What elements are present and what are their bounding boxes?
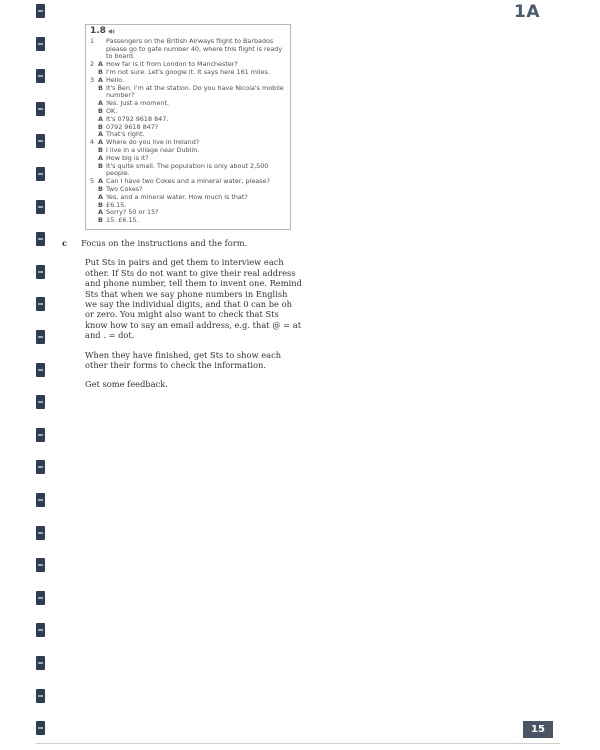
section-heading-row xyxy=(62,238,302,248)
unit-label: 1A xyxy=(514,2,540,22)
speaker-label: A xyxy=(98,153,103,162)
script-line xyxy=(90,217,286,225)
binder-mark xyxy=(36,200,45,214)
line-text: Two Cokes? xyxy=(106,184,143,193)
instruction-section xyxy=(62,238,302,399)
speaker-label: A xyxy=(98,75,103,84)
line-text: Passengers on the British Airways flight to Barbados please go to gate number 40, where this flight is ready to board. xyxy=(106,36,283,61)
line-number: 3 xyxy=(90,75,95,84)
binder-mark xyxy=(36,623,45,637)
speaker-label: B xyxy=(98,161,103,170)
line-text: It's Ben. I'm at the station. Do you have Nicola's mobile number? xyxy=(106,83,284,100)
line-text: How far is it from London to Manchester? xyxy=(106,60,238,69)
line-text: It's 0792 9618 847. xyxy=(106,114,169,123)
speaker-label: A xyxy=(98,114,103,123)
speaker-label: A xyxy=(98,99,103,108)
binder-mark xyxy=(36,721,45,735)
audio-speaker-icon xyxy=(108,28,115,35)
speaker-label: A xyxy=(98,208,103,217)
binder-mark xyxy=(36,526,45,540)
section-letter: c xyxy=(62,238,68,248)
line-text: It's quite small. The population is only about 2,500 people. xyxy=(106,161,269,178)
speaker-label xyxy=(98,38,106,61)
speaker-label: B xyxy=(98,83,103,92)
line-number xyxy=(90,217,98,225)
line-text: Can I have two Cokes and a mineral water, please? xyxy=(106,177,270,186)
binder-mark xyxy=(36,493,45,507)
line-number xyxy=(90,163,98,179)
line-text: That's right. xyxy=(106,130,145,139)
binder-edge xyxy=(36,0,48,750)
audio-script-box xyxy=(85,24,291,230)
line-number xyxy=(90,209,98,217)
line-number xyxy=(90,108,98,116)
binder-mark xyxy=(36,297,45,311)
binder-mark xyxy=(36,591,45,605)
binder-mark xyxy=(36,167,45,181)
line-number xyxy=(90,155,98,163)
speaker-label: A xyxy=(98,60,103,69)
line-text: Yes. Just a moment. xyxy=(106,99,170,108)
instruction-paragraph: Put Sts in pairs and get them to interview each other. If Sts do not want to give their real address and phone number, tell them to invent one. Remind Sts that when we say phone numbers in English we say the individual digits, and that 0 can be oh or zero. You might also want to check that Sts know how to say an email address, e.g. that @ = at and . = dot. xyxy=(85,257,302,341)
line-number xyxy=(90,116,98,124)
bottom-rule xyxy=(36,743,560,744)
line-number xyxy=(90,100,98,108)
speaker-label: A xyxy=(98,192,103,201)
line-text: OK. xyxy=(106,106,118,115)
line-number: 5 xyxy=(90,177,95,186)
binder-mark xyxy=(36,558,45,572)
line-number: 4 xyxy=(90,138,95,147)
script-line xyxy=(90,163,286,179)
speaker-label: B xyxy=(98,106,103,115)
line-text: 15. £6.15. xyxy=(106,216,139,225)
binder-mark xyxy=(36,460,45,474)
line-number xyxy=(90,147,98,155)
line-text: Yes, and a mineral water. How much is that? xyxy=(106,192,248,201)
page-number-badge: 15 xyxy=(523,721,553,738)
speaker-label: B xyxy=(98,67,103,76)
line-text: £6.15. xyxy=(106,200,127,209)
line-number xyxy=(90,85,98,101)
binder-mark xyxy=(36,69,45,83)
script-line xyxy=(90,100,286,108)
line-text: 0792 9618 847? xyxy=(106,122,159,131)
binder-mark xyxy=(36,395,45,409)
binder-mark xyxy=(36,330,45,344)
line-text: I live in a village near Dublin. xyxy=(106,145,200,154)
binder-mark xyxy=(36,4,45,18)
line-number: 1 xyxy=(90,36,95,45)
script-line xyxy=(90,85,286,101)
speaker-label: A xyxy=(98,130,103,139)
binder-mark xyxy=(36,134,45,148)
binder-mark xyxy=(36,689,45,703)
line-text: Sorry? 50 or 15? xyxy=(106,208,159,217)
speaker-label: A xyxy=(98,138,103,147)
line-text: How big is it? xyxy=(106,153,149,162)
binder-mark xyxy=(36,363,45,377)
track-heading xyxy=(90,28,286,36)
binder-mark xyxy=(36,102,45,116)
speaker-label: B xyxy=(98,122,103,131)
instruction-paragraph: When they have finished, get Sts to show each other their forms to check the information. xyxy=(85,349,282,371)
instruction-paragraph: Get some feedback. xyxy=(85,379,168,390)
script-line xyxy=(90,38,286,61)
section-heading: Focus on the instructions and the form. xyxy=(81,238,248,248)
speaker-label: A xyxy=(98,177,103,186)
line-number xyxy=(90,124,98,132)
speaker-label: B xyxy=(98,145,103,154)
binder-mark xyxy=(36,428,45,442)
binder-mark xyxy=(36,37,45,51)
binder-mark xyxy=(36,265,45,279)
line-text: Hello. xyxy=(106,75,125,84)
line-text: I'm not sure. Let's google it. It says here 161 miles. xyxy=(106,67,270,76)
line-number: 2 xyxy=(90,60,95,69)
line-number xyxy=(90,186,98,194)
speaker-label: B xyxy=(98,184,103,193)
track-number: 1.8 xyxy=(90,26,106,36)
line-text: Where do you live in Ireland? xyxy=(106,138,200,147)
line-number xyxy=(90,202,98,210)
binder-mark xyxy=(36,232,45,246)
script-lines xyxy=(90,38,286,225)
binder-mark xyxy=(36,656,45,670)
speaker-label: B xyxy=(98,200,103,209)
line-number xyxy=(90,194,98,202)
speaker-label: B xyxy=(98,216,103,225)
